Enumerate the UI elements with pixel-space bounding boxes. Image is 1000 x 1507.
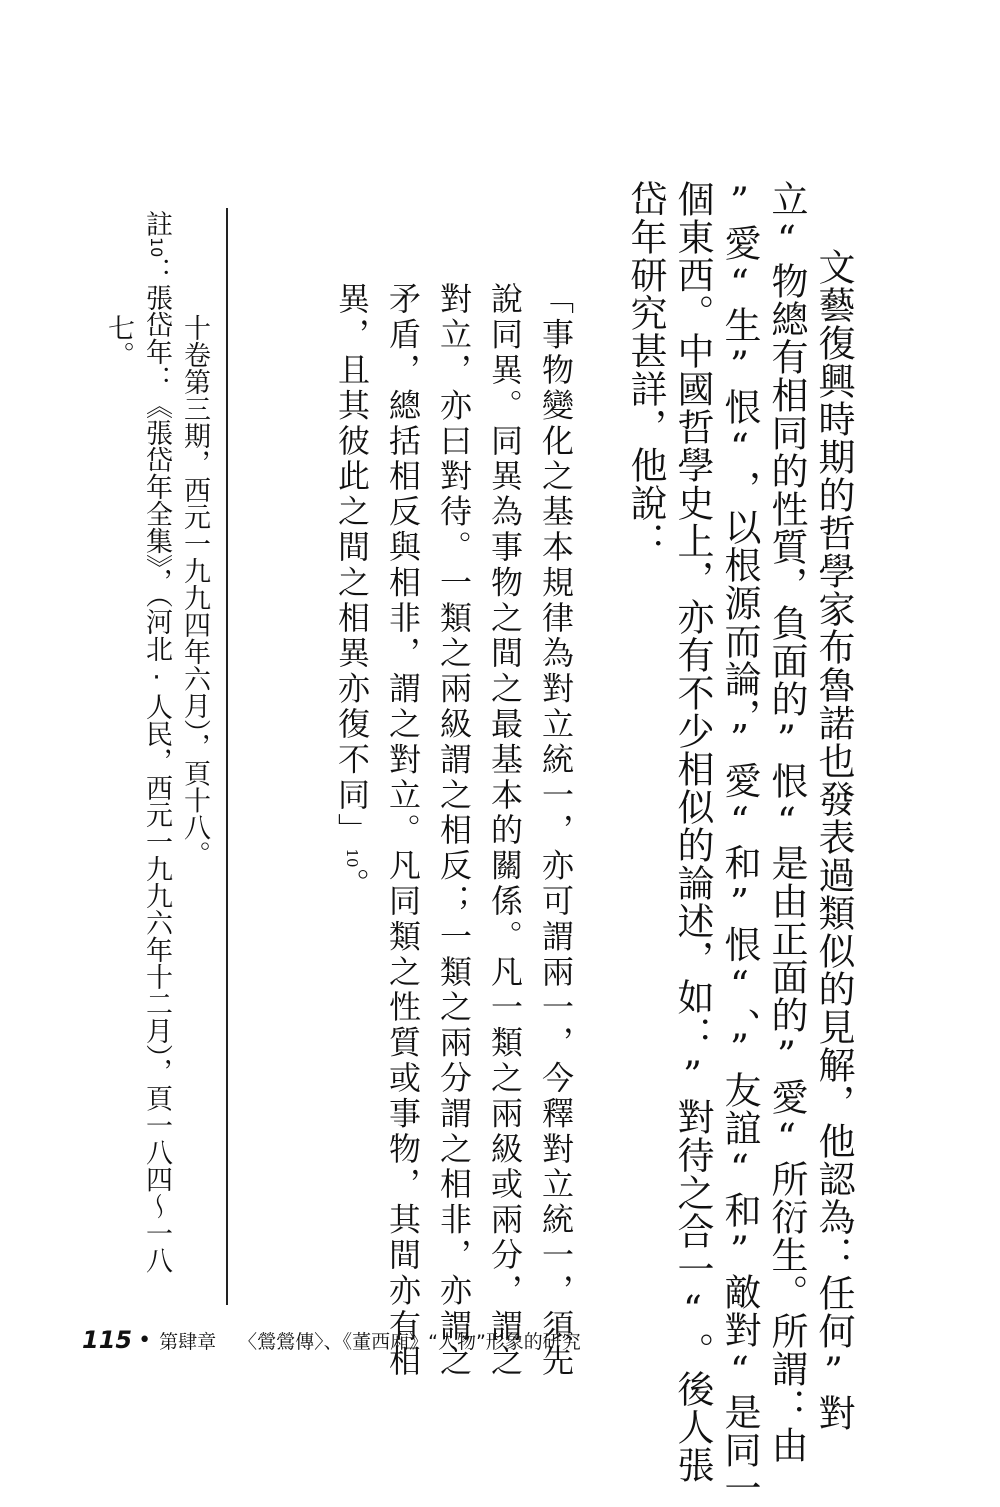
- footer-bullet: •: [138, 1327, 152, 1353]
- main-text-column-5: 岱年研究甚詳，他說：: [624, 180, 667, 560]
- main-text-column-2: 立“物總有相同的性質，負面的”恨“是由正面的”愛“所衍生。所謂：由: [765, 180, 808, 1464]
- footnote-10-label: 註: [141, 210, 172, 237]
- quote-column-1: 「事物變化之基本規律為對立統一，亦可謂兩一，今釋對立統一，須先: [537, 282, 575, 1380]
- quote-column-5: [333, 282, 371, 903]
- quote-column-3: 對立，亦曰對待。一類之兩級謂之相反；一類之兩分謂之相非，亦謂之: [435, 282, 473, 1380]
- quote-column-4: 矛盾，總括相反與相非，謂之對立。凡同類之性質或事物，其間亦有相: [384, 282, 422, 1380]
- footer-title: 〈鶯鶯傳〉、《董西廂》“人物”形象的研究: [238, 1330, 581, 1353]
- footnote-separator: [226, 208, 228, 1305]
- quote-last-text: 異，且其彼此之間之相異亦復不同」: [333, 282, 371, 849]
- page-number: 115: [82, 1326, 133, 1354]
- main-text-column-1: 文藝復興時期的哲學家布魯諾也發表過類似的見解，他認為：任何”對: [812, 248, 855, 1432]
- footnote-9-continuation: 十卷第三期，西元一九九四年六月），頁十八。: [179, 314, 210, 868]
- main-text-column-4: 個東西。中國哲學史上，亦有不少相似的論述，如：”對待之合一“。後人張: [671, 180, 714, 1484]
- main-text-column-3: ”愛“生”恨“，以根源而論，”愛“和”恨“、”友誼“和”敵對“是同一: [718, 180, 761, 1507]
- quote-column-2: 說同異。同異為事物之間之最基本的關係。凡一類之兩級或兩分，謂之: [486, 282, 524, 1380]
- quote-end-period: 。: [333, 867, 371, 903]
- footnote-10-continuation: 七。: [103, 314, 134, 368]
- footnote-10: [143, 210, 170, 1274]
- page-footer: [82, 1322, 581, 1358]
- footer-chapter: 第肆章: [159, 1330, 217, 1353]
- footnote-10-number: 10: [147, 237, 166, 258]
- footnote-10-colon: ：: [141, 257, 172, 285]
- footnote-ref-10: 10: [343, 848, 361, 868]
- footnote-10-text: 張岱年：《張岱年全集》，（河北‧人民，西元一九九六年十二月），頁一八四～一八: [141, 284, 172, 1274]
